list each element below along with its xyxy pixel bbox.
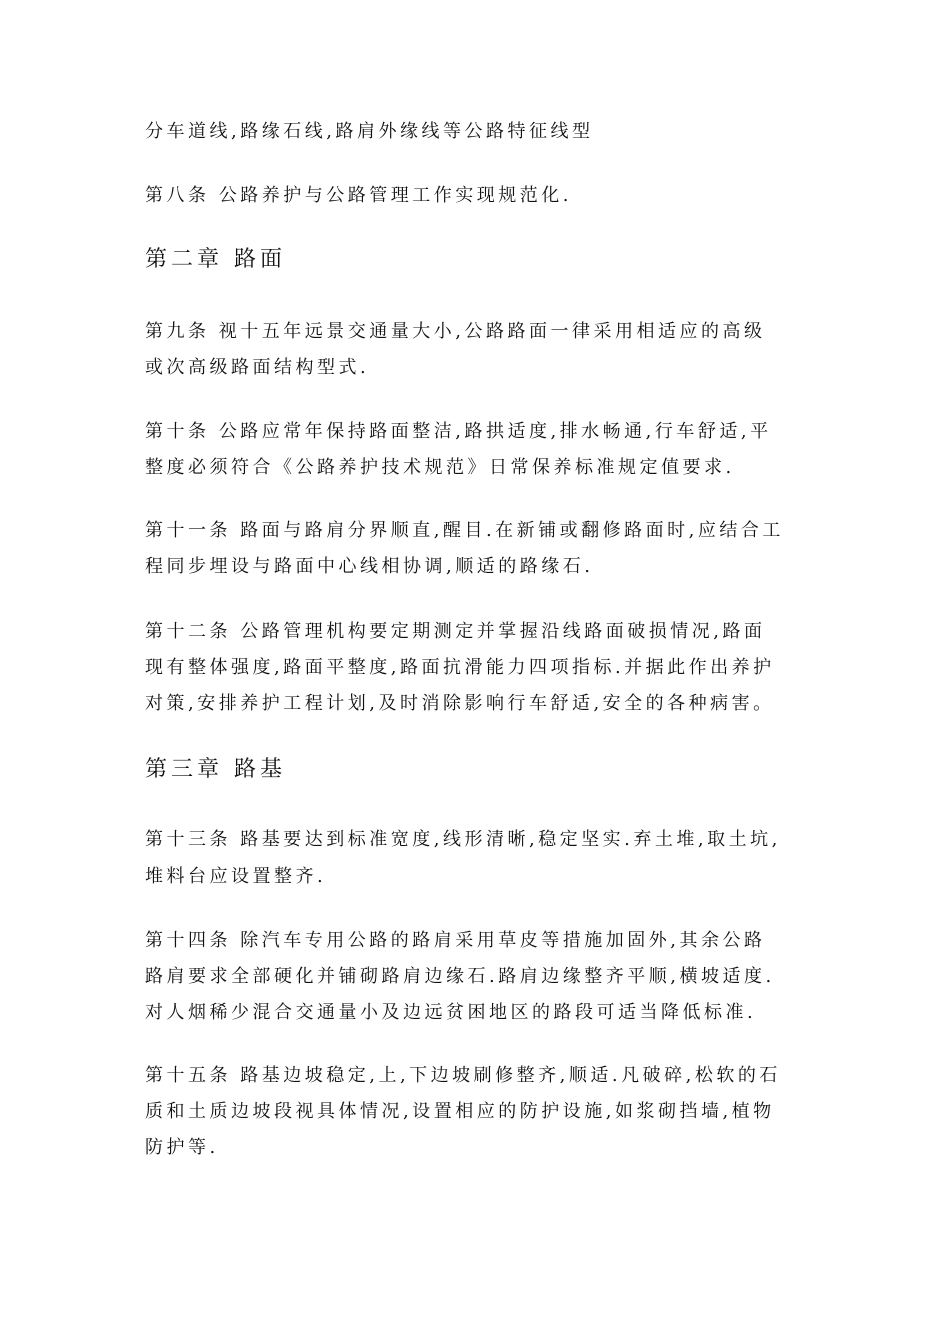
- chapter-2-heading: 第二章 路面: [145, 247, 286, 272]
- article-9-line-1: 第九条 视十五年远景交通量大小,公路路面一律采用相适应的高级: [145, 321, 766, 342]
- article-12-line-3: 对策,安排养护工程计划,及时消除影响行车舒适,安全的各种病害。: [145, 693, 775, 714]
- article-15-line-1: 第十五条 路基边坡稳定,上,下边坡刷修整齐,顺适.凡破碎,松软的石: [145, 1065, 781, 1086]
- article-13-line-1: 第十三条 路基要达到标准宽度,线形清晰,稳定坚实.弃土堆,取土坑,: [145, 829, 781, 850]
- article-15-line-2: 质和土质边坡段视具体情况,设置相应的防护设施,如浆砌挡墙,植物: [145, 1101, 775, 1122]
- article-11-line-2: 程同步埋设与路面中心线相协调,顺适的路缘石.: [145, 556, 594, 577]
- article-11-line-1: 第十一条 路面与路肩分界顺直,醒目.在新铺或翻修路面时,应结合工: [145, 520, 784, 541]
- article-12-line-2: 现有整体强度,路面平整度,路面抗滑能力四项指标.并据此作出养护: [145, 657, 775, 678]
- article-10-line-2: 整度必须符合《公路养护技术规范》日常保养标准规定值要求.: [145, 457, 735, 478]
- article-14-line-3: 对人烟稀少混合交通量小及边远贫困地区的路段可适当降低标准.: [145, 1002, 757, 1023]
- article-12-line-1: 第十二条 公路管理机构要定期测定并掌握沿线路面破损情况,路面: [145, 621, 766, 642]
- article-8: 第八条 公路养护与公路管理工作实现规范化.: [145, 185, 572, 206]
- article-14-line-1: 第十四条 除汽车专用公路的路肩采用草皮等措施加固外,其余公路: [145, 930, 766, 951]
- article-9-line-2: 或次高级路面结构型式.: [145, 357, 370, 378]
- article-10-line-1: 第十条 公路应常年保持路面整洁,路拱适度,排水畅通,行车舒适,平: [145, 421, 772, 442]
- chapter-3-heading: 第三章 路基: [145, 757, 286, 782]
- article-7-continuation: 分车道线,路缘石线,路肩外缘线等公路特征线型: [145, 121, 594, 142]
- article-15-line-3: 防护等.: [145, 1137, 219, 1158]
- article-13-line-2: 堆料台应设置整齐.: [145, 866, 327, 887]
- article-14-line-2: 路肩要求全部硬化并铺砌路肩边缘石.路肩边缘整齐平顺,横坡适度.: [145, 966, 775, 987]
